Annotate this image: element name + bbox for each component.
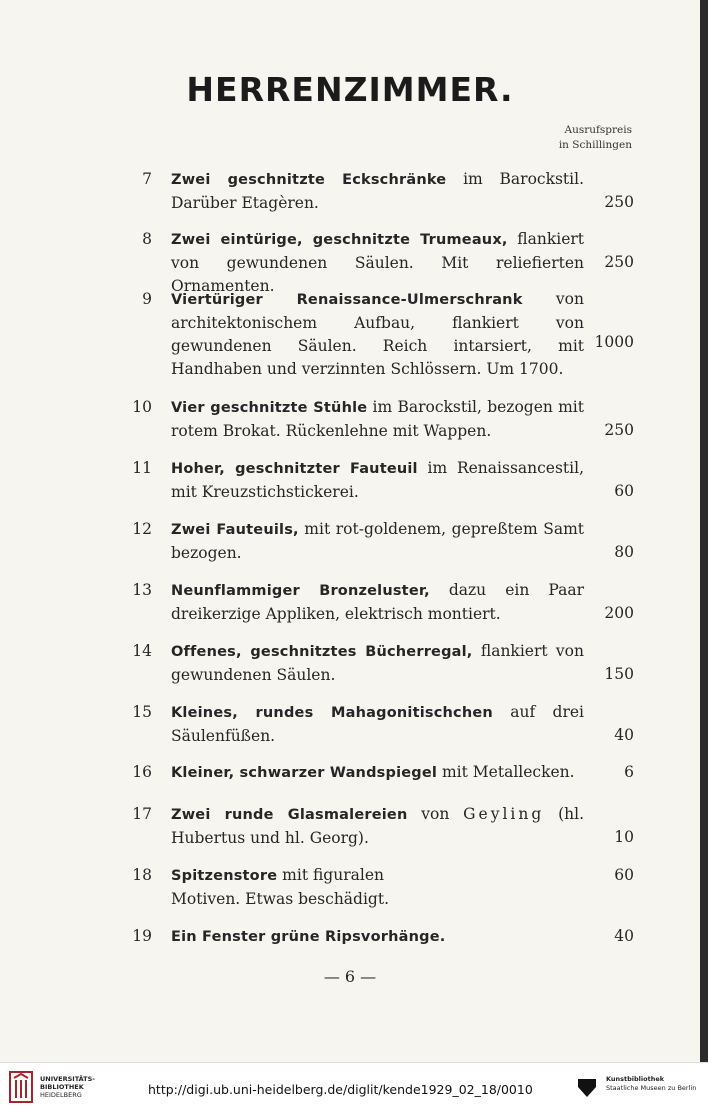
lot-description (171, 761, 584, 785)
lot-description (171, 640, 584, 687)
lot-text: auf drei Säulenfüßen. (171, 703, 584, 745)
lot-number: 8 (142, 230, 152, 248)
lot-number: 12 (132, 520, 152, 538)
lot-price: 200 (604, 604, 634, 622)
lot-number: 17 (132, 805, 152, 823)
lot-price: 250 (604, 421, 634, 439)
lot-price: 6 (624, 763, 634, 781)
scan-edge (700, 0, 708, 1062)
kb-line1: Kunstbibliothek (606, 1075, 665, 1083)
university-library-logo-icon (8, 1070, 34, 1104)
lot-description (171, 925, 584, 949)
lot-description (171, 518, 584, 565)
lot-text: mit rot-goldenem, gepreßtem Samt bezogen. (171, 520, 584, 562)
page-number: — 6 — (323, 967, 377, 986)
page-title: HERRENZIMMER. (186, 70, 514, 109)
lot-price: 60 (614, 482, 634, 500)
lot-description (171, 864, 431, 911)
lot-number: 11 (132, 459, 152, 477)
university-library-name (40, 1075, 95, 1099)
permalink-url[interactable]: http://digi.ub.uni-heidelberg.de/diglit/kende1929_02_18/0010 (148, 1082, 533, 1097)
lot-text-after: (hl. Hubertus und hl. Georg). (171, 805, 584, 847)
lot-number: 10 (132, 398, 152, 416)
kb-line2: Staatliche Museen zu Berlin (606, 1084, 697, 1092)
lot-description (171, 701, 584, 748)
lot-title: Zwei eintürige, geschnitzte Trumeaux, (171, 232, 508, 248)
lot-number: 19 (132, 927, 152, 945)
lot-price: 250 (604, 253, 634, 271)
lot-text: im Barockstil. Darüber Etagèren. (171, 170, 584, 212)
lot-title: Hoher, geschnitzter Fauteuil (171, 461, 418, 477)
lot-price: 150 (604, 665, 634, 683)
price-column-header (559, 123, 632, 153)
lot-price: 80 (614, 543, 634, 561)
lot-description (171, 457, 584, 504)
lot-description (171, 288, 584, 381)
lot-text: dazu ein Paar dreikerzige Appliken, elektrisch montiert. (171, 581, 584, 623)
kunstbibliothek-logo-icon (576, 1077, 598, 1099)
lot-title: Kleiner, schwarzer Wandspiegel (171, 765, 438, 781)
lot-title: Kleines, rundes Mahagonitischchen (171, 705, 493, 721)
lot-price: 250 (604, 193, 634, 211)
lot-text: flankiert von gewundenen Säulen. Mit reliefierten Ornamenten. (171, 230, 585, 295)
lot-text: im Renaissancestil, mit Kreuzstichstickerei. (171, 459, 584, 501)
lot-number: 15 (132, 703, 152, 721)
lot-description (171, 396, 584, 443)
lot-title: Neunflammiger Bronzeluster, (171, 583, 430, 599)
lot-description (171, 168, 584, 215)
lot-number: 13 (132, 581, 152, 599)
lot-title: Zwei runde Glasmalereien (171, 807, 408, 823)
ub-line3: HEIDELBERG (40, 1091, 82, 1099)
lot-title: Offenes, geschnitztes Bücherregal, (171, 644, 473, 660)
lot-number: 18 (132, 866, 152, 884)
lot-text: mit Metallecken. (437, 763, 575, 781)
ub-line2: BIBLIOTHEK (40, 1083, 84, 1091)
lot-description (171, 803, 584, 850)
price-header-line1: Ausrufspreis (564, 124, 632, 136)
lot-price: 40 (614, 726, 634, 744)
lot-title: Zwei geschnitzte Eckschränke (171, 172, 447, 188)
lot-title: Zwei Fauteuils, (171, 522, 299, 538)
lot-text: im Barockstil, bezogen mit rotem Brokat. Rückenlehne mit Wappen. (171, 398, 584, 440)
lot-text: mit figuralen Motiven. Etwas beschädigt. (171, 866, 389, 908)
lot-title: Viertüriger Renaissance-Ulmerschrank (171, 292, 523, 308)
lot-title: Spitzenstore (171, 868, 278, 884)
lot-number: 9 (142, 290, 152, 308)
lot-price: 60 (614, 866, 634, 884)
lot-title: Ein Fenster grüne Ripsvorhänge. (171, 929, 446, 945)
price-header-line2: in Schillingen (558, 139, 632, 151)
lot-price: 10 (614, 828, 634, 846)
lot-number: 14 (132, 642, 152, 660)
footer-bar (0, 1062, 708, 1115)
lot-number: 7 (142, 170, 152, 188)
lot-text: von architektonischem Aufbau, flankiert von gewundenen Säulen. Reich intarsiert, mit Handhaben und verzinnten Schlössern. Um 1700. (171, 290, 584, 378)
lot-description (171, 579, 584, 626)
kunstbibliothek-name (606, 1075, 696, 1093)
lot-number: 16 (132, 763, 152, 781)
lot-text: flankiert von gewundenen Säulen. (171, 642, 584, 684)
artist-name: Geyling (463, 805, 545, 823)
lot-title: Vier geschnitzte Stühle (171, 400, 368, 416)
lot-price: 40 (614, 927, 634, 945)
ub-line1: UNIVERSITÄTS- (40, 1075, 95, 1083)
lot-price: 1000 (594, 333, 634, 351)
lot-text: von (407, 805, 464, 823)
